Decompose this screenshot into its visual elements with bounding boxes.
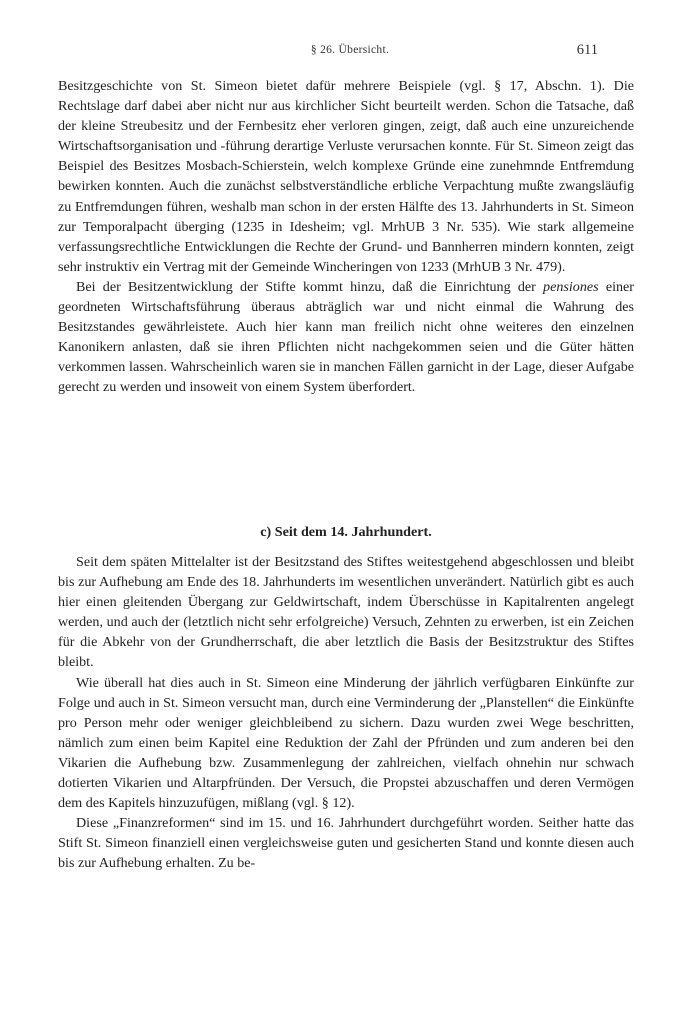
paragraph: Diese „Finanzreformen“ sind im 15. und 16. Jahrhundert durchgeführt worden. Seither hatte das Stift St. Simeon finanziell einen vergleichsweise guten und gesicherten Stand und konnte diesen auch bis zur Aufhebung erhalten. Zu be- [58,815,634,872]
paragraph: Seit dem späten Mittelalter ist der Besitzstand des Stiftes weitestgehend abgeschlossen und bleibt bis zur Aufhebung am Ende des 18. Jahrhunderts im wesentlichen unverändert. Natürlich gibt es auch hier einen gleitenden Übergang zur Geldwirtschaft, indem Überschüsse in Kapitalrenten angelegt werden, und auch der (letztlich nicht sehr erfolgreiche) Versuch, Zehnten zu erwerben, ist ein Zeichen für die Abkehr von der Grundherrschaft, die aber letztlich die Basis der Besitzstruktur des Stiftes bleibt. [58,554,634,671]
paragraph-text: einer geordneten Wirtschaftsführung überaus abträglich war und nicht einmal die Wahrung des Besitzstandes gewährleistete. Auch hier kann man freilich nicht ohne weiteres den einzelnen Kanonikern anlasten, daß sie ihren Pflichten nicht nachgekommen seien und die Güter hätten verkommen lassen. Wahrscheinlich waren sie in manchen Fällen garnicht in der Lage, dieser Aufgabe gerecht zu werden und insoweit von einem System überfordert. [58,278,634,396]
running-title: § 26. Übersicht. [310,44,390,56]
section-heading: c) Seit dem 14. Jahrhundert. [260,524,432,540]
text-block-2 [58,552,634,874]
paragraph [58,277,634,398]
paragraph-text: Bei der Besitzentwicklung der Stifte kommt hinzu, daß die Einrichtung der [76,278,544,295]
page-number: 611 [576,42,598,58]
paragraph: Besitzgeschichte von St. Simeon bietet dafür mehrere Beispiele (vgl. § 17, Abschn. 1). Die Rechtslage darf dabei aber nicht nur aus kirchlicher Sicht beurteilt werden. Schon die Tatsache, daß der kleine Streubesitz und der Fernbesitz eher verloren gingen, zeigt, daß auch eine unzureichende Wirtschaftsorganisation und -führung derartige Verluste verursachen konnte. Für St. Simeon zeigt das Beispiel des Besitzes Mosbach-Schierstein, welch komplexe Gründe eine zunehmnde Entfremdung bewirken konnten. Auch die zunächst selbstverständliche erbliche Verpachtung mußte zwangsläufig zu Entfremdungen führen, weshalb man schon in der ersten Hälfte des 13. Jahrhunderts in St. Simeon zur Temporalpacht überging (1235 in Idesheim; vgl. MrhUB 3 Nr. 535). Wie stark allgemeine verfassungsrechtliche Entwicklungen die Rechte der Grund- und Bannherren mindern konnten, zeigt sehr instruktiv ein Vertrag mit der Gemeinde Wincheringen von 1233 (MrhUB 3 Nr. 479). [58,78,634,275]
paragraph: Wie überall hat dies auch in St. Simeon eine Minderung der jährlich verfügbaren Einkünfte zur Folge und auch in St. Simeon versucht man, durch eine Verminderung der „Planstellen“ die Einkünfte pro Person mehr oder weniger gleichbleibend zu sichern. Dazu wurden zwei Wege beschritten, nämlich zum einen beim Kapitel eine Reduktion der Zahl der Pfründen und zum anderen bei den Vikarien die Aufhebung bzw. Zusammenlegung der zahlreichen, vielfach ohnehin nur schwach dotierten Vikarien und Altarpfründen. Der Versuch, die Propstei abzuschaffen und deren Vermögen dem des Kapitels hinzuzufügen, mißlang (vgl. § 12). [58,674,634,812]
italic-term: pensiones [543,278,599,295]
page-header [0,42,700,62]
page-body [58,76,634,872]
text-block-1 [58,76,634,398]
